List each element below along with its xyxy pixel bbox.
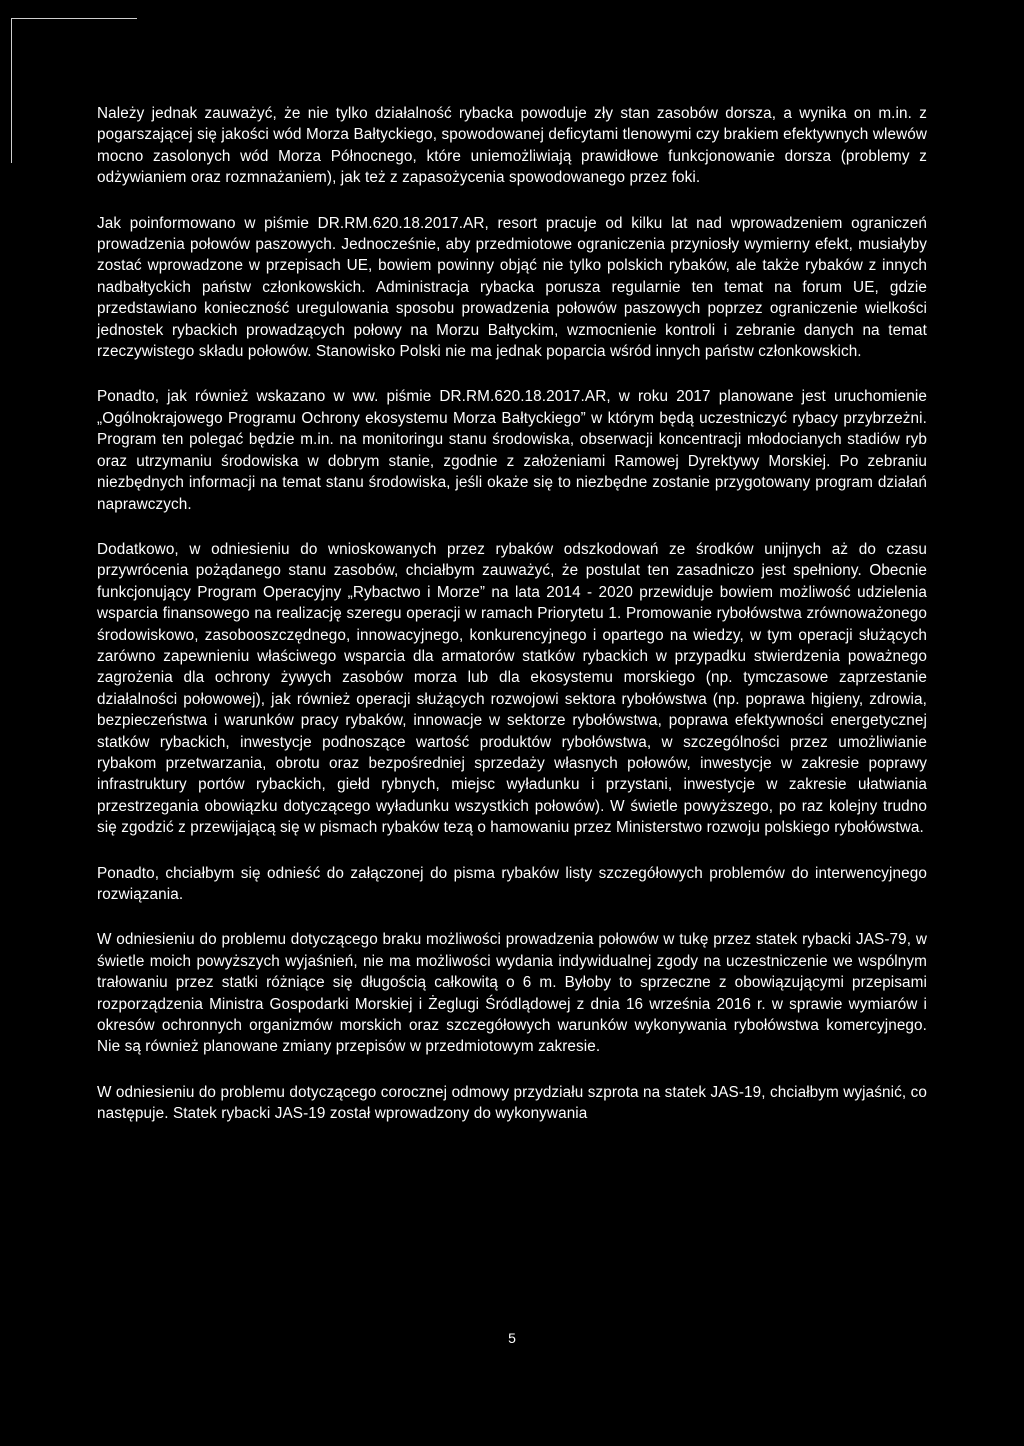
paragraph-jas-19: W odniesieniu do problemu dotyczącego corocznej odmowy przydziału szprota na statek JAS-19, chciałbym wyjaśnić, co następuje. Statek rybacki JAS-19 został wprowadzony do wykonywania xyxy=(97,1083,927,1123)
paragraph-problem-list: Ponadto, chciałbym się odnieść do załączonej do pisma rybaków listy szczegółowych problemów do interwencyjnego rozwiązania. xyxy=(97,864,927,903)
scan-border-top xyxy=(11,18,137,19)
document-body xyxy=(97,103,927,1149)
paragraph-protection-programme: Ponadto, jak również wskazano w ww. piśmie DR.RM.620.18.2017.AR, w roku 2017 planowane jest uruchomienie „Ogólnokrajowego Programu Ochrony ekosystemu Morza Bałtyckiego” w którym będą uczestniczyć rybacy przybrzeżni. Program ten polegać będzie m.in. na monitoringu stanu środowiska, obserwacji koncentracji młodocianych stadiów ryb oraz utrzymaniu środowiska w dobrym stanie, zgodnie z założeniami Ramowej Dyrektywy Morskiej. Po zebraniu niezbędnych informacji na temat stanu środowiska, jeśli okaże się to niezbędne zostanie przygotowany program działań naprawczych. xyxy=(97,388,927,513)
page-number: 5 xyxy=(508,1330,516,1346)
paragraph-jas-79: W odniesieniu do problemu dotyczącego braku możliwości prowadzenia połowów w tukę przez statek rybacki JAS-79, w świetle moich powyższych wyjaśnień, nie ma możliwości wydania indywidualnej zgody na uczestniczenie we wspólnym trałowaniu przez statki różniące się długością całkowitą o 6 m. Byłoby to sprzeczne z obowiązującymi przepisami rozporządzenia Ministra Gospodarki Morskiej i Żeglugi Śródlądowej z dnia 16 września 2016 r. w sprawie wymiarów i okresów ochronnych organizmów morskich oraz szczegółowych warunków wykonywania rybołówstwa komercyjnego. Nie są również planowane zmiany przepisów w przedmiotowym zakresie. xyxy=(97,931,927,1056)
paragraph-fodder-fishing: Jak poinformowano w piśmie DR.RM.620.18.2017.AR, resort pracuje od kilku lat nad wprowadzeniem ograniczeń prowadzenia połowów paszowych. Jednocześnie, aby przedmiotowe ograniczenia przyniosły wymierny efekt, musiałyby zostać wprowadzone w przepisach UE, bowiem powinny objąć nie tylko polskich rybaków, ale także rybaków z innych nadbałtyckich państw członkowskich. Administracja rybacka porusza regularnie ten temat na forum UE, gdzie przedstawiano konieczność uregulowania sposobu prowadzenia połowów paszowych poprzez ograniczenie wielkości jednostek rybackich prowadzących połowy na Morzu Bałtyckim, wzmocnienie kontroli i zebranie danych na temat rzeczywistego składu połowów. Stanowisko Polski nie ma jednak poparcia wśród innych państw członkowskich. xyxy=(97,214,927,361)
scan-border-left xyxy=(11,18,12,163)
paragraph-dorsz-causes: Należy jednak zauważyć, że nie tylko działalność rybacka powoduje zły stan zasobów dorsza, a wynika on m.in. z pogarszającej się jakości wód Morza Bałtyckiego, spowodowanej deficytami tlenowymi czy brakiem efektywnych wlewów mocno zasolonych wód Morza Północnego, które uniemożliwiają prawidłowe funkcjonowanie dorsza (problemy z odżywianiem oraz rozmnażaniem), jak też z zapasożycenia spowodowanego przez foki. xyxy=(97,105,927,187)
paragraph-compensation: Dodatkowo, w odniesieniu do wnioskowanych przez rybaków odszkodowań ze środków unijnych aż do czasu przywrócenia pożądanego stanu zasobów, chciałbym zauważyć, że postulat ten zasadniczo jest spełniony. Obecnie funkcjonujący Program Operacyjny „Rybactwo i Morze” na lata 2014 - 2020 przewiduje bowiem możliwość udzielenia wsparcia finansowego na realizację szeregu operacji w ramach Priorytetu 1. Promowanie rybołówstwa zrównoważonego środowiskowo, zasobooszczędnego, innowacyjnego, konkurencyjnego i opartego na wiedzy, w tym operacji służących zarówno zapewnieniu właściwego wsparcia dla armatorów statków rybackich w przypadku stwierdzenia poważnego zagrożenia dla ochrony żywych zasobów morza lub dla ekosystemu morskiego (np. tymczasowe zaprzestanie działalności połowowej), jak również operacji służących rozwojowi sektora rybołówstwa (np. poprawa higieny, zdrowia, bezpieczeństwa i warunków pracy rybaków, innowacje w sektorze rybołówstwa, poprawa efektywności energetycznej statków rybackich, inwestycje podnoszące wartość produktów rybołówstwa, w szczególności przez umożliwianie rybakom przetwarzania, obrotu oraz bezpośredniej sprzedaży własnych połowów, inwestycje w zakresie poprawy infrastruktury portów rybackich, giełd rybnych, miejsc wyładunku i przystani, inwestycje w zakresie ułatwiania przestrzegania obowiązku dotyczącego wyładunku wszystkich połowów). W świetle powyższego, po raz kolejny trudno się zgodzić z przewijającą się w pismach rybaków tezą o hamowaniu przez Ministerstwo rozwoju polskiego rybołówstwa. xyxy=(97,540,927,837)
